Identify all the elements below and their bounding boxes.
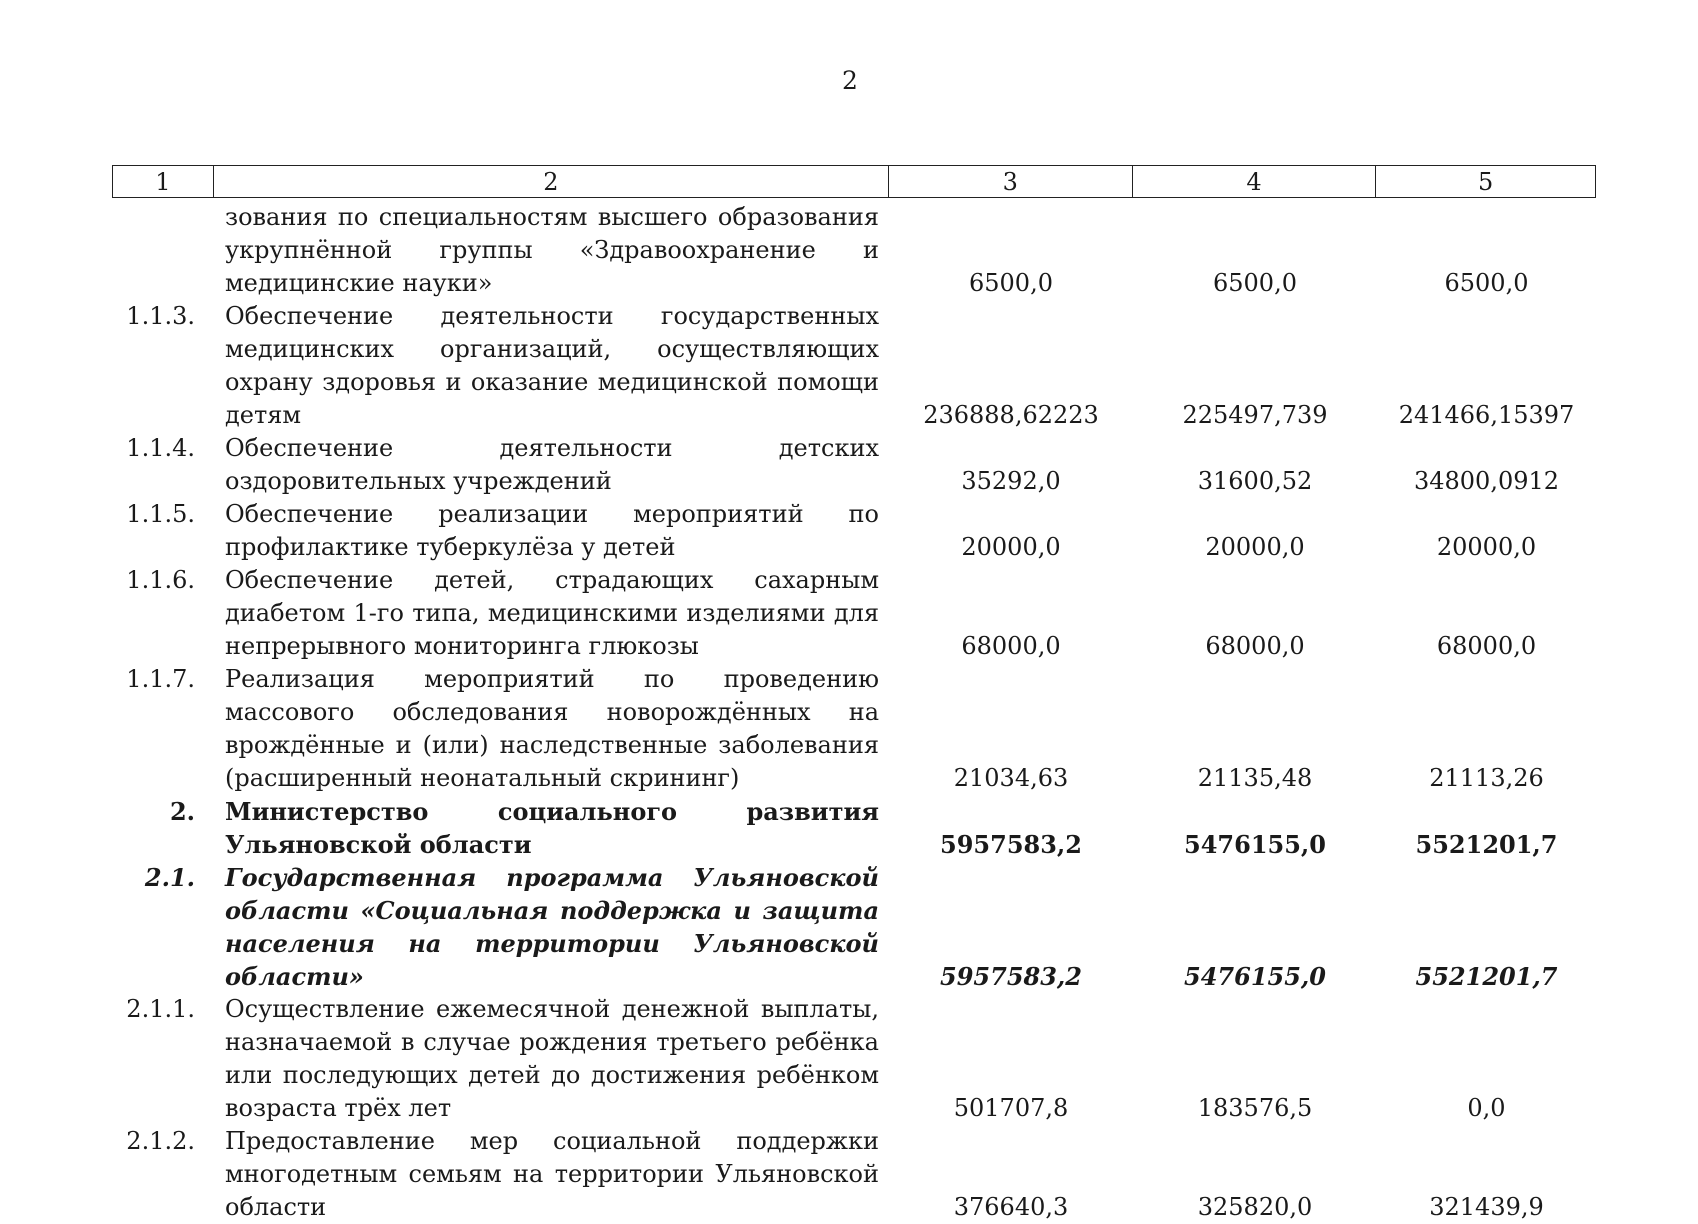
row-value-col5: 5521201,7 <box>1415 830 1558 859</box>
table-row <box>112 1125 1596 1224</box>
row-value-col4: 325820,0 <box>1197 1193 1313 1221</box>
row-value-col5: 21113,26 <box>1429 764 1544 792</box>
row-value-col5: 20000,0 <box>1436 533 1537 561</box>
row-description: Государственная программа Ульяновской области «Социальная поддержка и защита населения на территории Ульяновской области» <box>225 863 879 991</box>
row-value-col5: 0,0 <box>1467 1094 1506 1122</box>
row-number: 2.1.2. <box>126 1127 195 1155</box>
table-row <box>112 201 1596 300</box>
row-value-col5: 34800,0912 <box>1413 467 1560 495</box>
row-value-col3: 35292,0 <box>961 467 1061 495</box>
column-header-2: 2 <box>214 166 889 197</box>
row-description: Обеспечение реализации мероприятий по профилактике туберкулёза у детей <box>225 500 879 561</box>
row-value-col3: 5957583,2 <box>940 830 1082 859</box>
row-number: 1.1.6. <box>126 566 195 594</box>
row-value-col4: 21135,48 <box>1197 764 1313 792</box>
row-number: 1.1.5. <box>126 500 195 528</box>
table-row <box>112 300 1596 432</box>
table-row <box>112 564 1596 663</box>
row-value-col4: 5476155,0 <box>1184 830 1326 859</box>
row-value-col5: 5521201,7 <box>1415 962 1558 991</box>
column-header-3: 3 <box>889 166 1133 197</box>
row-value-col4: 20000,0 <box>1205 533 1305 561</box>
row-value-col3: 21034,63 <box>953 764 1069 792</box>
row-value-col5: 68000,0 <box>1436 632 1537 660</box>
row-description: Обеспечение деятельности детских оздоровительных учреждений <box>225 434 879 495</box>
row-description: Обеспечение деятельности государственных медицинских организаций, осуществляющих охрану здоровья и оказание медицинской помощи детям <box>225 302 879 429</box>
row-value-col3: 68000,0 <box>961 632 1061 660</box>
row-value-col5: 241466,15397 <box>1398 401 1575 429</box>
row-value-col4: 68000,0 <box>1205 632 1305 660</box>
row-description: Осуществление ежемесячной денежной выплаты, назначаемой в случае рождения третьего ребёнка или последующих детей до достижения ребёнком возраста трёх лет <box>225 995 879 1122</box>
table-row <box>112 795 1596 861</box>
column-header-1: 1 <box>113 166 214 197</box>
row-description: Министерство социального развития Ульяновской области <box>225 797 879 859</box>
row-value-col3: 5957583,2 <box>940 962 1082 991</box>
row-number: 1.1.7. <box>126 665 195 693</box>
table-row <box>112 861 1596 993</box>
row-value-col4: 183576,5 <box>1197 1094 1313 1122</box>
page-number: 2 <box>842 66 858 95</box>
row-value-col4: 6500,0 <box>1213 269 1297 297</box>
row-value-col3: 6500,0 <box>969 269 1053 297</box>
table-row <box>112 498 1596 564</box>
row-value-col4: 31600,52 <box>1197 467 1313 495</box>
row-value-col3: 20000,0 <box>961 533 1061 561</box>
row-value-col5: 6500,0 <box>1444 269 1529 297</box>
row-value-col3: 236888,62223 <box>923 401 1099 429</box>
column-header-5: 5 <box>1478 167 1494 196</box>
row-description: Предоставление мер социальной поддержки многодетным семьям на территории Ульяновской области <box>225 1127 879 1221</box>
row-description: Реализация мероприятий по проведению массового обследования новорождённых на врождённые и (или) наследственные заболевания (расширенный неонатальный скрининг) <box>225 665 879 792</box>
row-number: 2. <box>169 797 195 826</box>
table-row <box>112 993 1596 1125</box>
table-row <box>112 663 1596 795</box>
row-number: 1.1.3. <box>126 302 195 330</box>
row-value-col4: 225497,739 <box>1182 401 1328 429</box>
row-number: 2.1. <box>144 863 195 892</box>
row-description: зования по специальностям высшего образования укрупнённой группы «Здравоохранение и медицинские науки» <box>225 203 879 297</box>
budget-table-body <box>112 201 1596 1224</box>
row-number: 2.1.1. <box>126 995 195 1023</box>
row-value-col3: 501707,8 <box>953 1094 1069 1122</box>
column-number-header <box>112 165 1596 198</box>
row-number: 1.1.4. <box>126 434 195 462</box>
column-header-4: 4 <box>1133 166 1377 197</box>
row-value-col3: 376640,3 <box>953 1193 1069 1221</box>
row-value-col4: 5476155,0 <box>1184 962 1326 991</box>
table-row <box>112 432 1596 498</box>
row-value-col5: 321439,9 <box>1429 1193 1544 1221</box>
row-description: Обеспечение детей, страдающих сахарным диабетом 1-го типа, медицинскими изделиями для непрерывного мониторинга глюкозы <box>225 566 879 660</box>
